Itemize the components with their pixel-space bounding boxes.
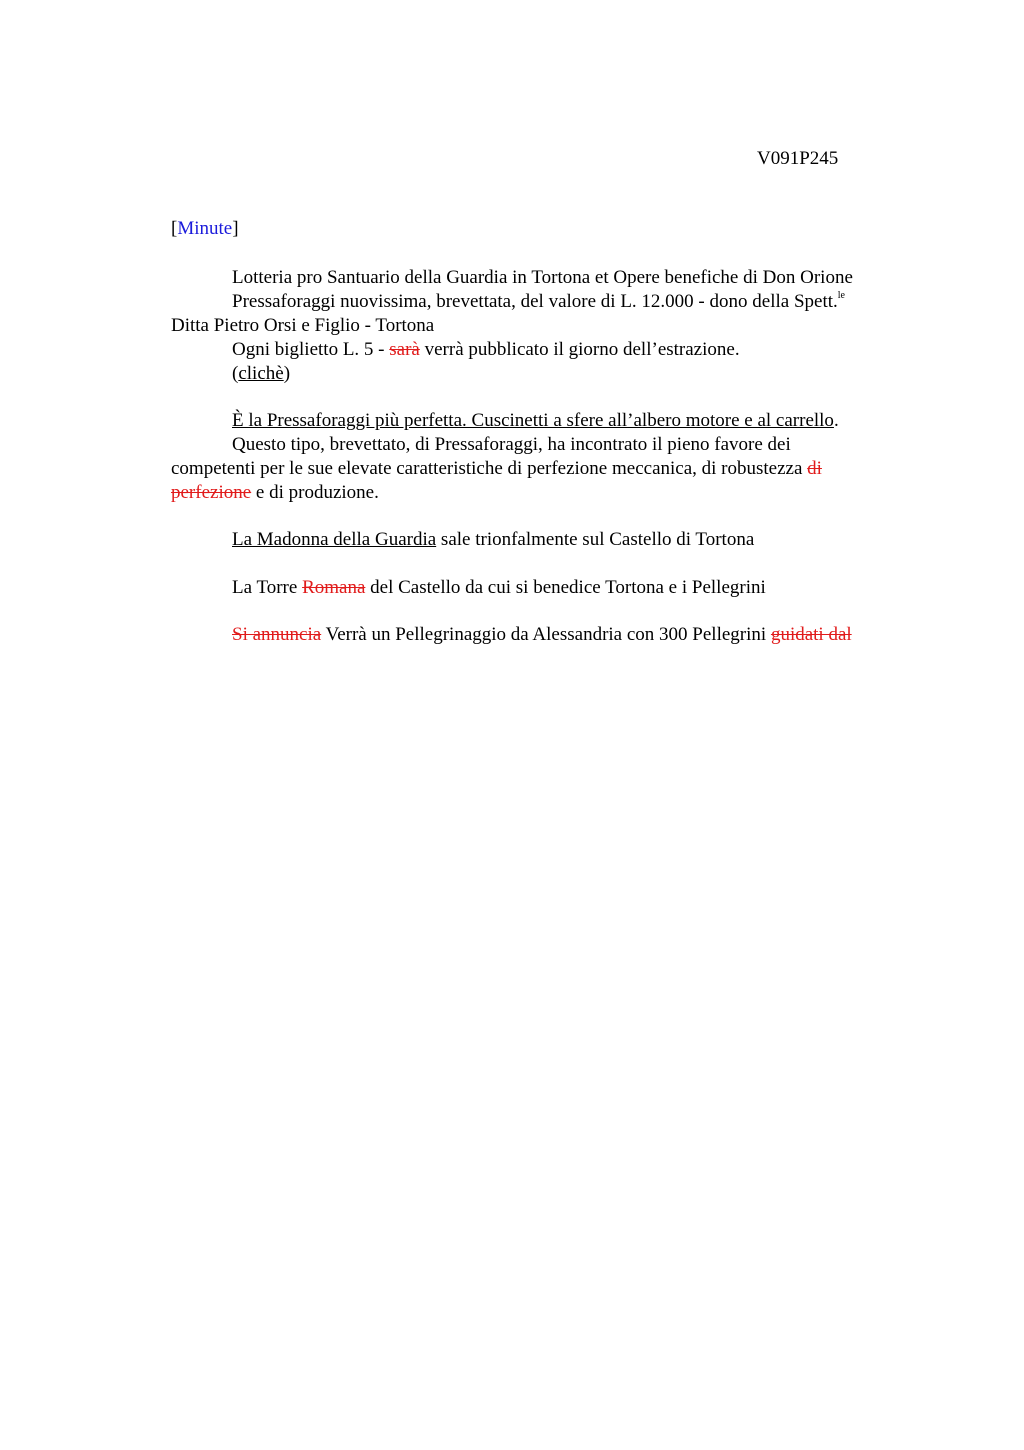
madonna-text: sale trionfalmente sul Castello di Tortona [436,529,755,550]
deleted-phrase: guidati dal [770,624,852,645]
deleted-phrase: Si annuncia [232,624,322,645]
cliche-underlined: clichè [238,363,284,384]
deleted-word: di [807,458,822,479]
press-claim-underlined: È la Pressaforaggi più perfetta. Cuscinetti a sfere all’albero motore e al carrello [232,410,834,431]
torre-line [232,576,766,600]
press-production-line [171,481,379,505]
deleted-word: sarà [389,339,420,360]
section-bracket-open: [ [171,218,178,239]
press-qualities-text: competenti per le sue elevate caratteristiche di perfezione meccanica, di robustezza [171,458,808,479]
press-claim-period: . [833,410,839,431]
press-production-text: e di produzione. [251,482,379,503]
press-claim-line [232,409,839,433]
ticket-price-line [232,338,740,362]
press-qualities-line [171,457,822,481]
cliche-line [232,362,290,386]
deleted-word: perfezione [171,482,252,503]
section-bracket-close: ] [232,218,239,239]
paren-close: ) [283,363,291,384]
superscript-le: le [837,290,845,301]
pilgrimage-line [232,623,852,647]
paren-open: ( [232,363,239,384]
madonna-line [232,528,754,552]
section-label: Minute [177,218,233,239]
madonna-underlined: La Madonna della Guardia [232,529,437,550]
press-description-text: Pressaforaggi nuovissima, brevettata, del valore di L. 12.000 - dono della Spett. [232,291,838,312]
ticket-price-rest: verrà pubblicato il giorno dell’estrazione. [419,339,740,360]
lottery-title-line: Lotteria pro Santuario della Guardia in Tortona et Opere benefiche di Don Orione [232,267,853,288]
torre-rest: del Castello da cui si benedice Tortona e i Pellegrini [365,577,766,598]
section-heading [171,217,239,241]
donor-line: Ditta Pietro Orsi e Figlio - Tortona [171,315,435,336]
press-favor-line: Questo tipo, brevettato, di Pressaforaggi, ha incontrato il pieno favore dei [232,434,791,455]
document-id: V091P245 [757,148,839,169]
ticket-price-text: Ogni biglietto L. 5 - [232,339,390,360]
press-description-line [232,290,845,314]
deleted-word: Romana [302,577,366,598]
torre-text: La Torre [232,577,303,598]
pilgrimage-text: Verrà un Pellegrinaggio da Alessandria con 300 Pellegrini [321,624,771,645]
